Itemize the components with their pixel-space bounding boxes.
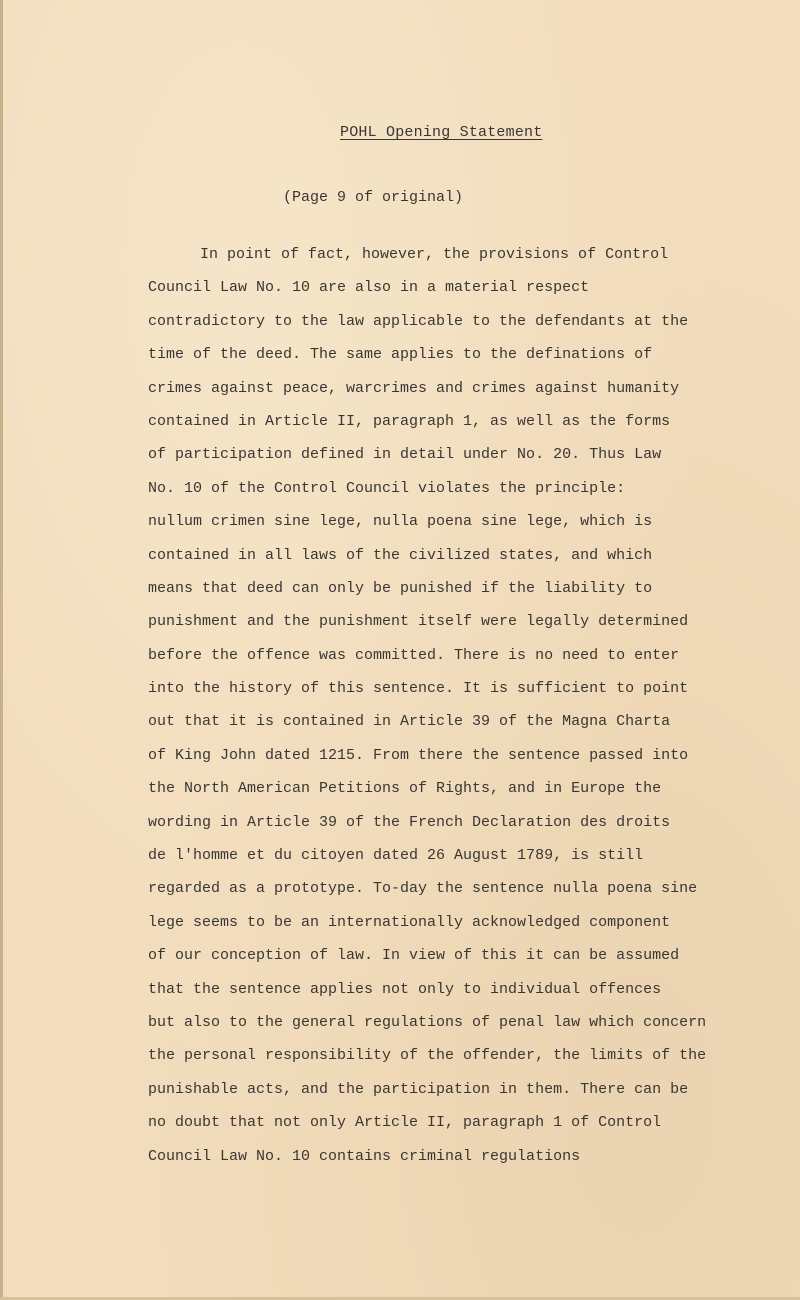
text-line: Council Law No. 10 contains criminal regulations xyxy=(148,1147,581,1165)
text-line: out that it is contained in Article 39 of the Magna Charta xyxy=(148,713,671,731)
text-line: no doubt that not only Article II, paragraph 1 of Control xyxy=(148,1114,662,1132)
text-line: that the sentence applies not only to individual offences xyxy=(148,980,662,998)
text-line: de l'homme et du citoyen dated 26 August 1789, is still xyxy=(148,847,644,865)
text-line: No. 10 of the Control Council violates the principle: xyxy=(148,479,626,497)
text-line: contained in Article II, paragraph 1, as well as the forms xyxy=(148,412,671,430)
text-line: In point of fact, however, the provisions of Control xyxy=(200,246,669,263)
text-line: nullum crimen sine lege, nulla poena sine lege, which is xyxy=(148,513,653,531)
text-line: the North American Petitions of Rights, and in Europe the xyxy=(148,780,662,798)
text-line: contradictory to the law applicable to the defendants at the xyxy=(148,312,689,330)
text-line: of participation defined in detail under No. 20. Thus Law xyxy=(148,446,662,464)
page-reference: (Page 9 of original) xyxy=(283,189,464,206)
document-title: POHL Opening Statement xyxy=(340,124,543,141)
text-line: the personal responsibility of the offender, the limits of the xyxy=(148,1047,707,1065)
text-line: of our conception of law. In view of this it can be assumed xyxy=(148,947,680,965)
text-line: contained in all laws of the civilized states, and which xyxy=(148,546,653,564)
body-text xyxy=(148,238,796,1173)
text-line: time of the deed. The same applies to the definations of xyxy=(148,346,653,364)
text-line: punishable acts, and the participation in them. There can be xyxy=(148,1080,689,1098)
text-line: before the offence was committed. There is no need to enter xyxy=(148,646,680,664)
text-line: means that deed can only be punished if the liability to xyxy=(148,579,653,597)
text-line: punishment and the punishment itself were legally determined xyxy=(148,613,689,631)
text-line: crimes against peace, warcrimes and crimes against humanity xyxy=(148,379,680,397)
text-line: wording in Article 39 of the French Declaration des droits xyxy=(148,813,671,831)
text-line: lege seems to be an internationally acknowledged component xyxy=(148,913,671,931)
text-line: Council Law No. 10 are also in a material respect xyxy=(148,279,590,297)
text-line: but also to the general regulations of penal law which concern xyxy=(148,1013,707,1031)
text-line: regarded as a prototype. To-day the sentence nulla poena sine xyxy=(148,880,698,898)
text-line: into the history of this sentence. It is sufficient to point xyxy=(148,680,689,698)
text-line: of King John dated 1215. From there the sentence passed into xyxy=(148,746,689,764)
paper-left-edge xyxy=(0,0,3,1300)
